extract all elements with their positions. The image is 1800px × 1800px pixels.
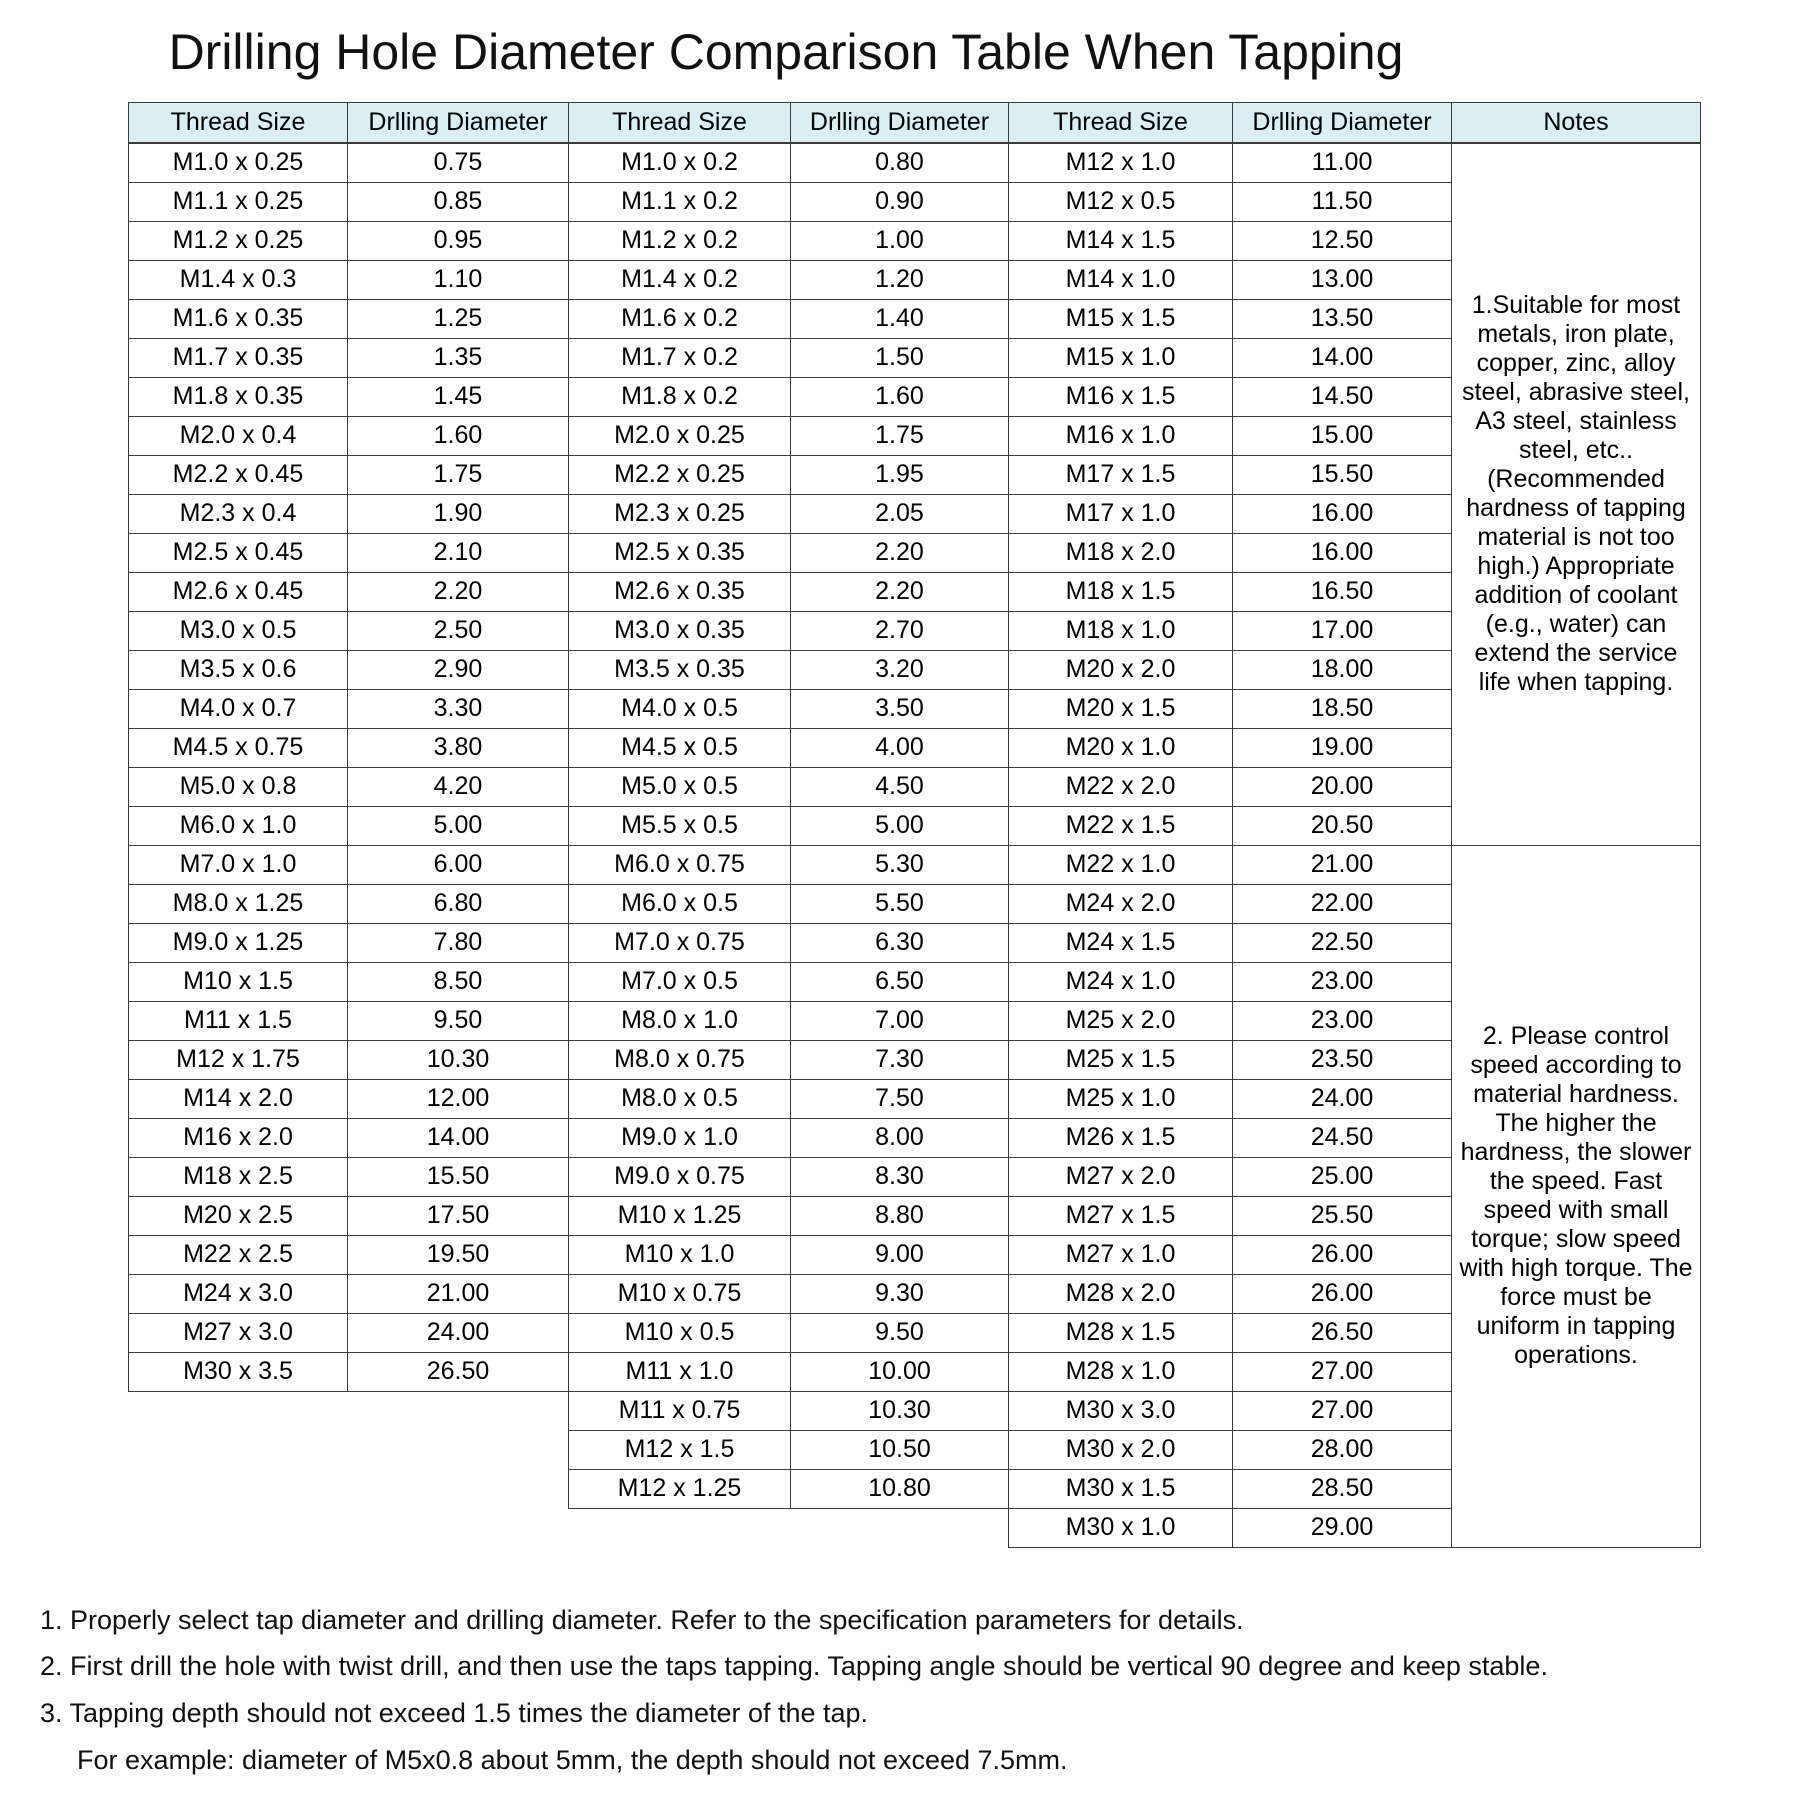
cell-thread-size: M4.5 x 0.75 <box>129 728 348 767</box>
cell-thread-size: M27 x 3.0 <box>129 1313 348 1352</box>
cell-drilling-diameter: 11.50 <box>1233 182 1452 221</box>
cell-drilling-diameter: 8.80 <box>791 1196 1009 1235</box>
cell-thread-size: M9.0 x 1.25 <box>129 923 348 962</box>
cell-drilling-diameter: 15.00 <box>1233 416 1452 455</box>
cell-thread-size: M25 x 1.5 <box>1009 1040 1233 1079</box>
cell-drilling-diameter: 3.30 <box>348 689 569 728</box>
cell-thread-size: M22 x 1.0 <box>1009 845 1233 884</box>
cell-thread-size: M24 x 2.0 <box>1009 884 1233 923</box>
cell-thread-size: M17 x 1.0 <box>1009 494 1233 533</box>
cell-thread-size: M16 x 1.5 <box>1009 377 1233 416</box>
cell-drilling-diameter: 1.95 <box>791 455 1009 494</box>
cell-thread-size: M30 x 3.0 <box>1009 1391 1233 1430</box>
cell-drilling-diameter: 10.50 <box>791 1430 1009 1469</box>
cell-thread-size: M6.0 x 0.75 <box>569 845 791 884</box>
notes-cell-2: 2. Please control speed according to material hardness. The higher the hardness, the slower the speed. Fast speed with small torque; slow speed with high torque. The force must be uniform in tapping operations. <box>1452 845 1701 1547</box>
cell-drilling-diameter: 4.00 <box>791 728 1009 767</box>
cell-thread-size: M7.0 x 0.75 <box>569 923 791 962</box>
cell-drilling-diameter: 26.00 <box>1233 1274 1452 1313</box>
cell-thread-size: M24 x 1.0 <box>1009 962 1233 1001</box>
cell-thread-size: M8.0 x 1.25 <box>129 884 348 923</box>
cell-drilling-diameter: 0.90 <box>791 182 1009 221</box>
cell-thread-size: M18 x 2.5 <box>129 1157 348 1196</box>
cell-drilling-diameter: 7.50 <box>791 1079 1009 1118</box>
cell-thread-size: M12 x 1.25 <box>569 1469 791 1508</box>
cell-thread-size: M22 x 1.5 <box>1009 806 1233 845</box>
cell-thread-size: M10 x 1.0 <box>569 1235 791 1274</box>
cell-drilling-diameter: 23.50 <box>1233 1040 1452 1079</box>
cell-thread-size: M7.0 x 1.0 <box>129 845 348 884</box>
cell-drilling-diameter: 22.50 <box>1233 923 1452 962</box>
cell-drilling-diameter: 2.70 <box>791 611 1009 650</box>
cell-drilling-diameter: 2.50 <box>348 611 569 650</box>
cell-drilling-diameter: 1.90 <box>348 494 569 533</box>
cell-drilling-diameter: 4.20 <box>348 767 569 806</box>
cell-drilling-diameter: 5.00 <box>348 806 569 845</box>
cell-drilling-diameter: 7.00 <box>791 1001 1009 1040</box>
cell-drilling-diameter: 1.60 <box>791 377 1009 416</box>
cell-drilling-diameter: 13.00 <box>1233 260 1452 299</box>
empty-cell <box>348 1391 569 1430</box>
cell-drilling-diameter: 17.00 <box>1233 611 1452 650</box>
cell-drilling-diameter: 2.05 <box>791 494 1009 533</box>
cell-thread-size: M28 x 1.0 <box>1009 1352 1233 1391</box>
cell-drilling-diameter: 6.30 <box>791 923 1009 962</box>
cell-thread-size: M16 x 1.0 <box>1009 416 1233 455</box>
cell-thread-size: M2.5 x 0.45 <box>129 533 348 572</box>
cell-thread-size: M22 x 2.0 <box>1009 767 1233 806</box>
cell-thread-size: M12 x 0.5 <box>1009 182 1233 221</box>
cell-thread-size: M1.0 x 0.25 <box>129 143 348 183</box>
empty-cell <box>348 1430 569 1469</box>
cell-drilling-diameter: 20.00 <box>1233 767 1452 806</box>
cell-thread-size: M7.0 x 0.5 <box>569 962 791 1001</box>
cell-drilling-diameter: 3.20 <box>791 650 1009 689</box>
cell-drilling-diameter: 10.00 <box>791 1352 1009 1391</box>
footer-line: 1. Properly select tap diameter and drilling diameter. Refer to the specification parameters for details. <box>40 1604 1244 1635</box>
cell-drilling-diameter: 6.00 <box>348 845 569 884</box>
cell-thread-size: M3.5 x 0.6 <box>129 650 348 689</box>
footer-line: 2. First drill the hole with twist drill, and then use the taps tapping. Tapping angle should be vertical 90 degree and keep stable. <box>40 1651 1548 1682</box>
cell-thread-size: M16 x 2.0 <box>129 1118 348 1157</box>
cell-thread-size: M1.0 x 0.2 <box>569 143 791 183</box>
header-notes: Notes <box>1452 102 1701 143</box>
cell-drilling-diameter: 9.50 <box>348 1001 569 1040</box>
cell-thread-size: M5.0 x 0.8 <box>129 767 348 806</box>
cell-drilling-diameter: 23.00 <box>1233 962 1452 1001</box>
cell-thread-size: M28 x 1.5 <box>1009 1313 1233 1352</box>
cell-drilling-diameter: 9.50 <box>791 1313 1009 1352</box>
cell-drilling-diameter: 10.80 <box>791 1469 1009 1508</box>
empty-cell <box>129 1469 348 1508</box>
cell-thread-size: M2.5 x 0.35 <box>569 533 791 572</box>
cell-drilling-diameter: 8.50 <box>348 962 569 1001</box>
cell-thread-size: M1.4 x 0.3 <box>129 260 348 299</box>
cell-drilling-diameter: 8.00 <box>791 1118 1009 1157</box>
cell-drilling-diameter: 16.50 <box>1233 572 1452 611</box>
cell-drilling-diameter: 16.00 <box>1233 494 1452 533</box>
header-thread-size: Thread Size <box>569 102 791 143</box>
table-header-row <box>129 102 1701 143</box>
cell-thread-size: M2.3 x 0.25 <box>569 494 791 533</box>
empty-cell <box>129 1430 348 1469</box>
cell-thread-size: M11 x 0.75 <box>569 1391 791 1430</box>
cell-thread-size: M3.0 x 0.35 <box>569 611 791 650</box>
header-thread-size: Thread Size <box>1009 102 1233 143</box>
cell-thread-size: M1.2 x 0.25 <box>129 221 348 260</box>
cell-drilling-diameter: 9.00 <box>791 1235 1009 1274</box>
cell-drilling-diameter: 1.20 <box>791 260 1009 299</box>
cell-thread-size: M17 x 1.5 <box>1009 455 1233 494</box>
cell-thread-size: M12 x 1.5 <box>569 1430 791 1469</box>
cell-drilling-diameter: 2.20 <box>791 533 1009 572</box>
cell-thread-size: M30 x 2.0 <box>1009 1430 1233 1469</box>
cell-drilling-diameter: 0.80 <box>791 143 1009 183</box>
empty-cell <box>129 1391 348 1430</box>
cell-thread-size: M6.0 x 1.0 <box>129 806 348 845</box>
cell-thread-size: M9.0 x 1.0 <box>569 1118 791 1157</box>
cell-drilling-diameter: 15.50 <box>348 1157 569 1196</box>
cell-drilling-diameter: 14.00 <box>348 1118 569 1157</box>
cell-thread-size: M4.5 x 0.5 <box>569 728 791 767</box>
cell-thread-size: M25 x 2.0 <box>1009 1001 1233 1040</box>
header-drilling-diameter: Drlling Diameter <box>348 102 569 143</box>
cell-thread-size: M1.7 x 0.2 <box>569 338 791 377</box>
cell-drilling-diameter: 26.50 <box>1233 1313 1452 1352</box>
cell-drilling-diameter: 6.80 <box>348 884 569 923</box>
cell-thread-size: M20 x 2.0 <box>1009 650 1233 689</box>
cell-drilling-diameter: 22.00 <box>1233 884 1452 923</box>
cell-drilling-diameter: 1.00 <box>791 221 1009 260</box>
cell-drilling-diameter: 19.50 <box>348 1235 569 1274</box>
cell-drilling-diameter: 29.00 <box>1233 1508 1452 1547</box>
cell-drilling-diameter: 24.00 <box>348 1313 569 1352</box>
cell-drilling-diameter: 25.50 <box>1233 1196 1452 1235</box>
cell-drilling-diameter: 21.00 <box>1233 845 1452 884</box>
cell-thread-size: M27 x 1.5 <box>1009 1196 1233 1235</box>
cell-drilling-diameter: 18.00 <box>1233 650 1452 689</box>
cell-drilling-diameter: 28.50 <box>1233 1469 1452 1508</box>
cell-thread-size: M14 x 1.5 <box>1009 221 1233 260</box>
cell-drilling-diameter: 18.50 <box>1233 689 1452 728</box>
empty-cell <box>348 1508 569 1547</box>
cell-thread-size: M30 x 1.5 <box>1009 1469 1233 1508</box>
empty-cell <box>348 1469 569 1508</box>
cell-thread-size: M1.1 x 0.2 <box>569 182 791 221</box>
cell-thread-size: M12 x 1.75 <box>129 1040 348 1079</box>
cell-thread-size: M20 x 1.0 <box>1009 728 1233 767</box>
cell-thread-size: M22 x 2.5 <box>129 1235 348 1274</box>
cell-drilling-diameter: 1.75 <box>348 455 569 494</box>
cell-drilling-diameter: 14.50 <box>1233 377 1452 416</box>
page-title: Drilling Hole Diameter Comparison Table When Tapping <box>168 24 1404 80</box>
cell-thread-size: M10 x 1.5 <box>129 962 348 1001</box>
cell-thread-size: M1.2 x 0.2 <box>569 221 791 260</box>
cell-thread-size: M1.4 x 0.2 <box>569 260 791 299</box>
cell-thread-size: M4.0 x 0.5 <box>569 689 791 728</box>
cell-thread-size: M10 x 0.5 <box>569 1313 791 1352</box>
cell-thread-size: M1.1 x 0.25 <box>129 182 348 221</box>
cell-thread-size: M28 x 2.0 <box>1009 1274 1233 1313</box>
cell-drilling-diameter: 26.00 <box>1233 1235 1452 1274</box>
cell-drilling-diameter: 21.00 <box>348 1274 569 1313</box>
cell-drilling-diameter: 6.50 <box>791 962 1009 1001</box>
cell-thread-size: M8.0 x 1.0 <box>569 1001 791 1040</box>
cell-thread-size: M5.5 x 0.5 <box>569 806 791 845</box>
cell-thread-size: M1.8 x 0.35 <box>129 377 348 416</box>
cell-drilling-diameter: 9.30 <box>791 1274 1009 1313</box>
empty-cell <box>569 1508 791 1547</box>
footer-notes <box>40 1604 1800 1778</box>
cell-drilling-diameter: 1.25 <box>348 299 569 338</box>
drilling-diameter-table <box>128 102 1701 1548</box>
cell-thread-size: M20 x 2.5 <box>129 1196 348 1235</box>
cell-drilling-diameter: 3.50 <box>791 689 1009 728</box>
cell-drilling-diameter: 1.45 <box>348 377 569 416</box>
cell-drilling-diameter: 11.00 <box>1233 143 1452 183</box>
cell-thread-size: M12 x 1.0 <box>1009 143 1233 183</box>
table-row <box>129 845 1701 884</box>
cell-thread-size: M5.0 x 0.5 <box>569 767 791 806</box>
header-drilling-diameter: Drlling Diameter <box>1233 102 1452 143</box>
cell-drilling-diameter: 20.50 <box>1233 806 1452 845</box>
cell-drilling-diameter: 0.95 <box>348 221 569 260</box>
cell-thread-size: M14 x 2.0 <box>129 1079 348 1118</box>
cell-thread-size: M2.3 x 0.4 <box>129 494 348 533</box>
cell-drilling-diameter: 1.75 <box>791 416 1009 455</box>
cell-thread-size: M11 x 1.5 <box>129 1001 348 1040</box>
cell-thread-size: M8.0 x 0.5 <box>569 1079 791 1118</box>
cell-drilling-diameter: 3.80 <box>348 728 569 767</box>
notes-cell-1: 1.Suitable for most metals, iron plate, copper, zinc, alloy steel, abrasive steel, A3 steel, stainless steel, etc..(Recommended hardness of tapping material is not too high.) Appropriate addition of coolant (e.g., water) can extend the service life when tapping. <box>1452 143 1701 846</box>
cell-thread-size: M2.6 x 0.45 <box>129 572 348 611</box>
cell-drilling-diameter: 23.00 <box>1233 1001 1452 1040</box>
cell-drilling-diameter: 5.50 <box>791 884 1009 923</box>
header-thread-size: Thread Size <box>129 102 348 143</box>
cell-drilling-diameter: 15.50 <box>1233 455 1452 494</box>
cell-thread-size: M24 x 1.5 <box>1009 923 1233 962</box>
cell-thread-size: M2.2 x 0.25 <box>569 455 791 494</box>
table-row <box>129 143 1701 183</box>
cell-drilling-diameter: 24.50 <box>1233 1118 1452 1157</box>
cell-drilling-diameter: 28.00 <box>1233 1430 1452 1469</box>
cell-drilling-diameter: 4.50 <box>791 767 1009 806</box>
cell-thread-size: M18 x 1.5 <box>1009 572 1233 611</box>
cell-thread-size: M9.0 x 0.75 <box>569 1157 791 1196</box>
empty-cell <box>129 1508 348 1547</box>
cell-thread-size: M1.7 x 0.35 <box>129 338 348 377</box>
cell-thread-size: M1.8 x 0.2 <box>569 377 791 416</box>
cell-thread-size: M15 x 1.5 <box>1009 299 1233 338</box>
cell-thread-size: M27 x 2.0 <box>1009 1157 1233 1196</box>
cell-drilling-diameter: 0.75 <box>348 143 569 183</box>
cell-drilling-diameter: 2.10 <box>348 533 569 572</box>
empty-cell <box>791 1508 1009 1547</box>
footer-line: For example: diameter of M5x0.8 about 5mm, the depth should not exceed 7.5mm. <box>77 1745 1068 1776</box>
cell-drilling-diameter: 10.30 <box>348 1040 569 1079</box>
footer-line: 3. Tapping depth should not exceed 1.5 times the diameter of the tap. <box>40 1698 869 1729</box>
cell-drilling-diameter: 10.30 <box>791 1391 1009 1430</box>
cell-thread-size: M24 x 3.0 <box>129 1274 348 1313</box>
cell-thread-size: M4.0 x 0.7 <box>129 689 348 728</box>
cell-drilling-diameter: 26.50 <box>348 1352 569 1391</box>
cell-drilling-diameter: 5.00 <box>791 806 1009 845</box>
cell-drilling-diameter: 17.50 <box>348 1196 569 1235</box>
cell-thread-size: M1.6 x 0.35 <box>129 299 348 338</box>
cell-drilling-diameter: 8.30 <box>791 1157 1009 1196</box>
cell-drilling-diameter: 5.30 <box>791 845 1009 884</box>
cell-thread-size: M30 x 3.5 <box>129 1352 348 1391</box>
cell-drilling-diameter: 2.90 <box>348 650 569 689</box>
cell-drilling-diameter: 1.35 <box>348 338 569 377</box>
cell-drilling-diameter: 2.20 <box>791 572 1009 611</box>
header-drilling-diameter: Drlling Diameter <box>791 102 1009 143</box>
cell-drilling-diameter: 7.80 <box>348 923 569 962</box>
cell-drilling-diameter: 0.85 <box>348 182 569 221</box>
cell-drilling-diameter: 19.00 <box>1233 728 1452 767</box>
cell-thread-size: M27 x 1.0 <box>1009 1235 1233 1274</box>
cell-thread-size: M10 x 0.75 <box>569 1274 791 1313</box>
cell-drilling-diameter: 1.10 <box>348 260 569 299</box>
cell-thread-size: M1.6 x 0.2 <box>569 299 791 338</box>
cell-thread-size: M20 x 1.5 <box>1009 689 1233 728</box>
cell-drilling-diameter: 14.00 <box>1233 338 1452 377</box>
cell-thread-size: M2.0 x 0.4 <box>129 416 348 455</box>
table-body <box>129 143 1701 1548</box>
cell-drilling-diameter: 27.00 <box>1233 1352 1452 1391</box>
cell-drilling-diameter: 16.00 <box>1233 533 1452 572</box>
cell-thread-size: M6.0 x 0.5 <box>569 884 791 923</box>
cell-drilling-diameter: 12.50 <box>1233 221 1452 260</box>
cell-thread-size: M10 x 1.25 <box>569 1196 791 1235</box>
cell-drilling-diameter: 7.30 <box>791 1040 1009 1079</box>
cell-thread-size: M25 x 1.0 <box>1009 1079 1233 1118</box>
cell-thread-size: M3.0 x 0.5 <box>129 611 348 650</box>
cell-thread-size: M30 x 1.0 <box>1009 1508 1233 1547</box>
cell-thread-size: M2.2 x 0.45 <box>129 455 348 494</box>
cell-thread-size: M14 x 1.0 <box>1009 260 1233 299</box>
cell-drilling-diameter: 1.50 <box>791 338 1009 377</box>
cell-drilling-diameter: 1.40 <box>791 299 1009 338</box>
cell-drilling-diameter: 25.00 <box>1233 1157 1452 1196</box>
cell-drilling-diameter: 27.00 <box>1233 1391 1452 1430</box>
cell-drilling-diameter: 24.00 <box>1233 1079 1452 1118</box>
cell-thread-size: M18 x 1.0 <box>1009 611 1233 650</box>
cell-thread-size: M2.6 x 0.35 <box>569 572 791 611</box>
cell-thread-size: M2.0 x 0.25 <box>569 416 791 455</box>
cell-drilling-diameter: 2.20 <box>348 572 569 611</box>
cell-thread-size: M15 x 1.0 <box>1009 338 1233 377</box>
cell-drilling-diameter: 12.00 <box>348 1079 569 1118</box>
cell-thread-size: M11 x 1.0 <box>569 1352 791 1391</box>
cell-thread-size: M18 x 2.0 <box>1009 533 1233 572</box>
cell-thread-size: M3.5 x 0.35 <box>569 650 791 689</box>
cell-drilling-diameter: 1.60 <box>348 416 569 455</box>
cell-thread-size: M8.0 x 0.75 <box>569 1040 791 1079</box>
cell-drilling-diameter: 13.50 <box>1233 299 1452 338</box>
table-header <box>129 102 1701 143</box>
cell-thread-size: M26 x 1.5 <box>1009 1118 1233 1157</box>
